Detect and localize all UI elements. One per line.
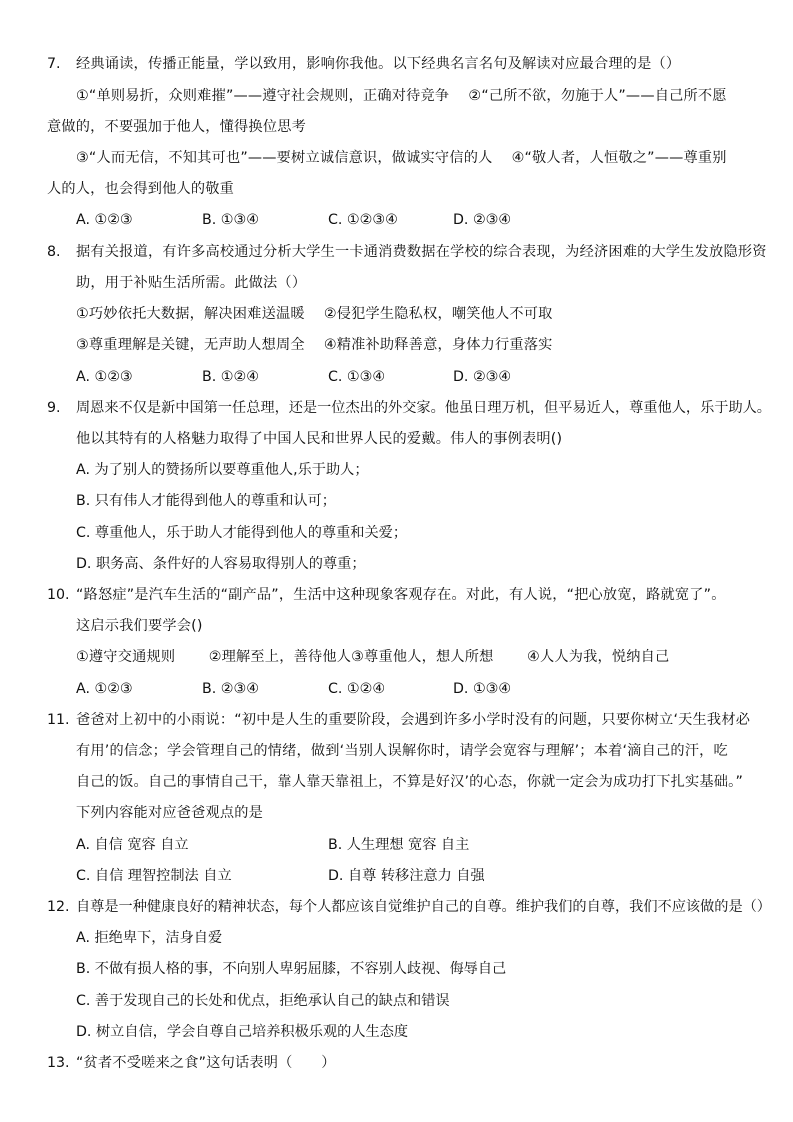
option-a: A. 为了别人的赞扬所以要尊重他人,乐于助人； [76, 462, 369, 478]
question-text: 自己的饭。自己的事情自己干，靠人靠天靠祖上，不算是好汉’的心态，你就一定会为成功打下扎实基础。” [76, 774, 743, 790]
option-d: D. 树立自信，学会自尊自己培养积极乐观的人生态度 [76, 1024, 409, 1040]
option-d: D. ①③④ [453, 681, 512, 697]
option-c: C. 尊重他人，乐于助人才能得到他人的尊重和关爱； [76, 525, 408, 541]
option-b: B. 只有伟人才能得到他人的尊重和认可； [76, 493, 336, 509]
question-text: 他以其特有的人格魅力取得了中国人民和世界人民的爱戴。伟人的事例表明() [76, 431, 563, 447]
option-b: B. 不做有损人格的事，不向别人卑躬屈膝，不容别人歧视、侮辱自己 [76, 961, 507, 977]
question-text: 这启示我们要学会() [76, 618, 203, 634]
question-number: 12. [47, 899, 70, 915]
option-b: B. 人生理想 宽容 自主 [328, 837, 470, 853]
option-d: D. ②③④ [453, 369, 512, 385]
question-text: 爸爸对上初中的小雨说：“初中是人生的重要阶段，会遇到许多小学时没有的问题，只要你树立‘天生我材必 [76, 712, 751, 728]
question-text: 人的人，也会得到他人的敬重 [47, 181, 235, 197]
option-a: A. ①②③ [76, 212, 133, 228]
question-text: “路怒症”是汽车生活的“副产品”，生活中这种现象客观存在。对此，有人说，“把心放宽，路就宽了”。 [76, 587, 726, 603]
question-text: “贫者不受嗟来之食”这句话表明（ ） [76, 1055, 336, 1071]
question-text: 助，用于补贴生活所需。此做法（） [76, 275, 307, 291]
question-text: 有用’的信念；学会管理自己的情绪，做到‘当别人误解你时，请学会宽容与理解’；本着‘滴自己的汗，吃 [76, 743, 728, 759]
question-number: 10. [47, 587, 70, 603]
question-text: ①“单则易折，众则难摧”——遵守社会规则，正确对待竞争 ②“己所不欲，勿施于人”——自己所不愿 [76, 88, 727, 104]
option-a: A. ①②③ [76, 369, 133, 385]
question-number: 11. [47, 712, 70, 728]
question-text: 意做的，不要强加于他人，懂得换位思考 [47, 119, 306, 135]
option-c: C. 善于发现自己的长处和优点，拒绝承认自己的缺点和错误 [76, 993, 450, 1009]
option-c: C. 自信 理智控制法 自立 [76, 868, 232, 884]
question-number: 13. [47, 1055, 70, 1071]
option-d: D. 自尊 转移注意力 自强 [328, 868, 485, 884]
option-a: A. 拒绝卑下，洁身自爱 [76, 930, 223, 946]
option-c: C. ①③④ [328, 369, 386, 385]
option-d: D. ②③④ [453, 212, 512, 228]
option-b: B. ①③④ [202, 212, 259, 228]
question-text: 周恩来不仅是新中国第一任总理，还是一位杰出的外交家。他虽日理万机，但平易近人，尊重他人，乐于助人。 [76, 400, 771, 416]
question-text: ①遵守交通规则 ②理解至上，善待他人③尊重他人，想人所想 ④人人为我，悦纳自己 [76, 649, 670, 665]
option-c: C. ①②③④ [328, 212, 398, 228]
question-text: ③“人而无信，不知其可也”——要树立诚信意识，做诚实守信的人 ④“敬人者，人恒敬之”——尊重别 [76, 150, 727, 166]
option-b: B. ①②④ [202, 369, 259, 385]
question-text: 经典诵读，传播正能量，学以致用，影响你我他。以下经典名言名句及解读对应最合理的是（） [76, 56, 681, 72]
question-text: 据有关报道，有许多高校通过分析大学生一卡通消费数据在学校的综合表现，为经济困难的大学生发放隐形资 [76, 244, 767, 260]
option-a: A. 自信 宽容 自立 [76, 837, 189, 853]
question-number: 7. [47, 56, 61, 72]
question-text: ③尊重理解是关键，无声助人想周全 ④精准补助释善意，身体力行重落实 [76, 337, 553, 353]
option-a: A. ①②③ [76, 681, 133, 697]
question-text: 下列内容能对应爸爸观点的是 [76, 805, 264, 821]
option-c: C. ①②④ [328, 681, 386, 697]
option-d: D. 职务高、条件好的人容易取得别人的尊重； [76, 556, 366, 572]
question-text: ①巧妙依托大数据，解决困难送温暖 ②侵犯学生隐私权，嘲笑他人不可取 [76, 306, 553, 322]
option-b: B. ②③④ [202, 681, 259, 697]
question-number: 8. [47, 244, 61, 260]
question-number: 9. [47, 400, 61, 416]
question-text: 自尊是一种健康良好的精神状态，每个人都应该自觉维护自己的自尊。维护我们的自尊，我们不应该做的是（） [76, 899, 771, 915]
